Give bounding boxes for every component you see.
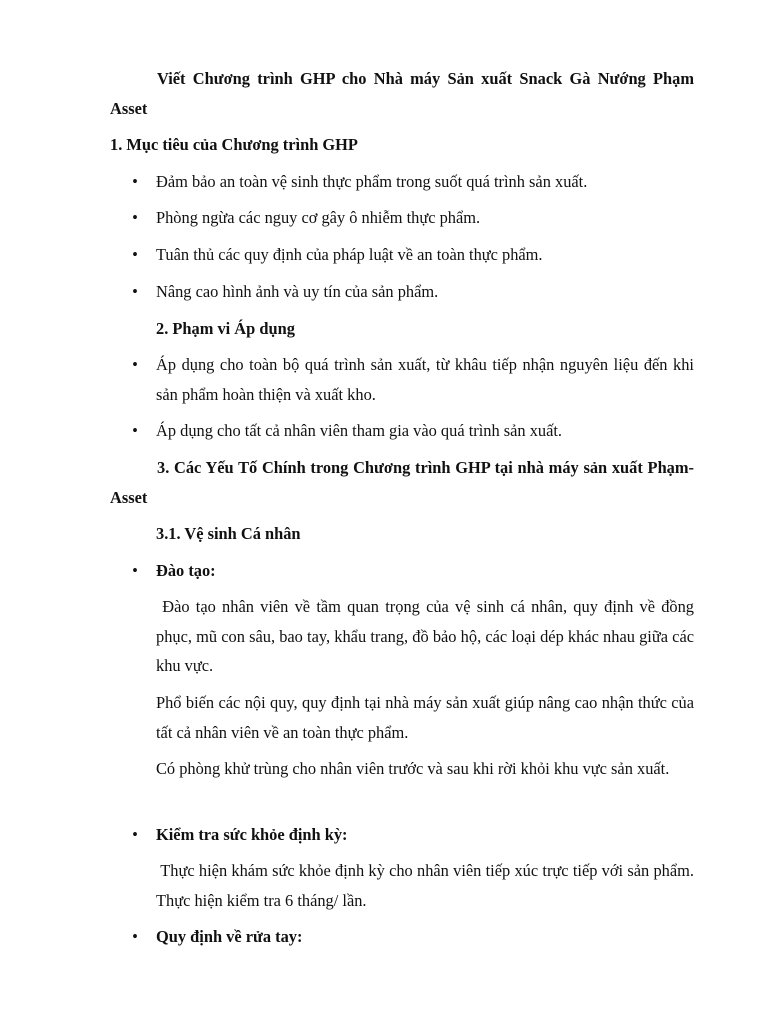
list-item-text: Nâng cao hình ảnh và uy tín của sản phẩm. — [156, 282, 439, 301]
section-1-heading: 1. Mục tiêu của Chương trình GHP — [110, 135, 358, 154]
list-item — [132, 820, 694, 850]
training-paragraph-1: Đào tạo nhân viên về tầm quan trọng của vệ sinh cá nhân, quy định về đồng phục, mũ con sâu, bao tay, khẩu trang, đồ bảo hộ, các loại dép khác nhau giữa các khu vực. — [156, 597, 699, 675]
list-item — [132, 167, 694, 197]
list-item-text: Tuân thủ các quy định của pháp luật về an toàn thực phẩm. — [156, 245, 543, 264]
training-paragraph-2: Phổ biến các nội quy, quy định tại nhà máy sản xuất giúp nâng cao nhận thức của tất cả nhân viên về an toàn thực phẩm. — [156, 693, 694, 742]
training-paragraph-3: Có phòng khử trùng cho nhân viên trước và sau khi rời khỏi khu vực sản xuất. — [156, 759, 670, 778]
bullet-icon: • — [132, 282, 138, 301]
subsection-3-1-heading: 3.1. Vệ sinh Cá nhân — [156, 524, 301, 543]
bullet-icon: • — [132, 355, 138, 374]
list-item — [132, 203, 694, 233]
list-item-text: Đảm bảo an toàn vệ sinh thực phẩm trong suốt quá trình sản xuất. — [156, 172, 588, 191]
list-item — [132, 556, 694, 586]
bullet-icon: • — [132, 172, 138, 191]
bullet-icon: • — [132, 208, 138, 227]
list-item — [132, 240, 694, 270]
bullet-icon: • — [132, 421, 138, 440]
list-item — [132, 350, 694, 409]
health-check-paragraph: Thực hiện khám sức khỏe định kỳ cho nhân viên tiếp xúc trực tiếp với sản phẩm. Thực hiện kiểm tra 6 tháng/ lần. — [156, 861, 698, 910]
list-item — [132, 922, 694, 952]
bullet-icon: • — [132, 245, 138, 264]
bullet-icon: • — [132, 825, 138, 844]
bullet-icon: • — [132, 561, 138, 580]
section-2-heading: 2. Phạm vi Áp dụng — [156, 319, 295, 338]
bullet-icon: • — [132, 927, 138, 946]
section-3-heading: 3. Các Yếu Tố Chính trong Chương trình GHP tại nhà máy sản xuất Phạm-Asset — [110, 458, 694, 507]
list-item — [132, 277, 694, 307]
list-item-text: Áp dụng cho tất cả nhân viên tham gia vào quá trình sản xuất. — [156, 421, 563, 440]
training-label: Đào tạo: — [156, 561, 216, 580]
list-item — [132, 416, 694, 446]
list-item-text: Áp dụng cho toàn bộ quá trình sản xuất, từ khâu tiếp nhận nguyên liệu đến khi sản phẩm hoàn thiện và xuất kho. — [156, 355, 694, 404]
list-item-text: Phòng ngừa các nguy cơ gây ô nhiễm thực phẩm. — [156, 208, 481, 227]
document-title: Viết Chương trình GHP cho Nhà máy Sản xuất Snack Gà Nướng Phạm Asset — [110, 69, 694, 118]
health-check-label: Kiểm tra sức khỏe định kỳ: — [156, 825, 348, 844]
handwash-label: Quy định về rửa tay: — [156, 927, 303, 946]
